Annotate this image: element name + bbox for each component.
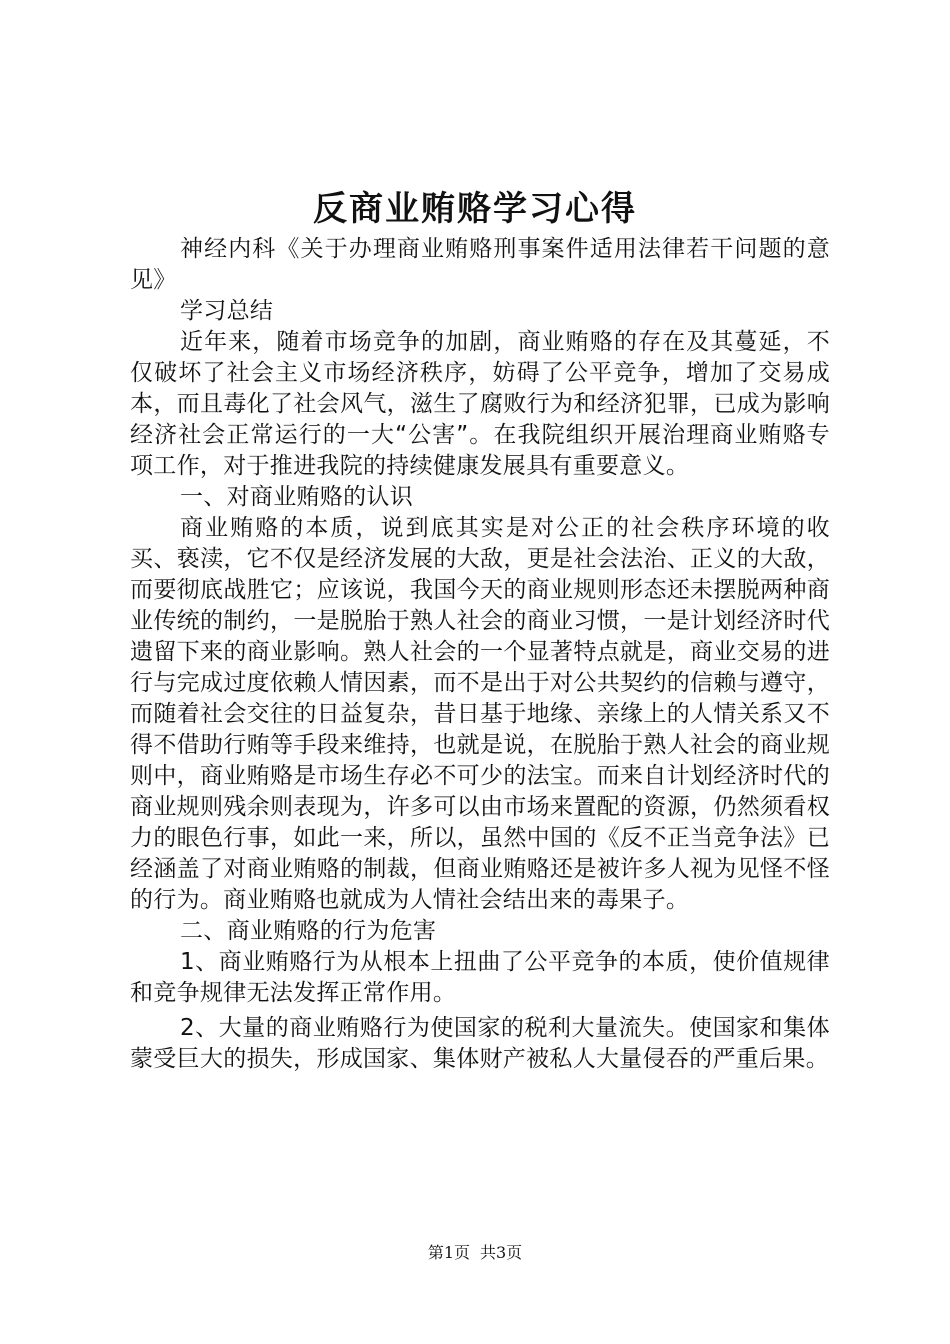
paragraph-subtitle: 神经内科《关于办理商业贿赂刑事案件适用法律若干问题的意见》 (130, 236, 830, 293)
section-heading-2: 二、商业贿赂的行为危害 (180, 918, 437, 944)
paragraph-intro: 近年来，随着市场竞争的加剧，商业贿赂的存在及其蔓延，不仅破坏了社会主义市场经济秩序，妨碍了公平竞争，增加了交易成本，而且毒化了社会风气，滋生了腐败行为和经济犯罪，已成为影响经济社会正常运行的一大“公害”。在我院组织开展治理商业贿赂专项工作，对于推进我院的持续健康发展具有重要意义。 (130, 329, 830, 479)
page-number-total: 共3页 (480, 1243, 523, 1262)
list-item-harm-1: 1、商业贿赂行为从根本上扭曲了公平竞争的本质，使价值规律和竞争规律无法发挥正常作用。 (130, 949, 830, 1006)
list-item-harm-2: 2、大量的商业贿赂行为使国家的税利大量流失。使国家和集体蒙受巨大的损失，形成国家、集体财产被私人大量侵吞的严重后果。 (130, 1015, 830, 1072)
section-heading-1: 一、对商业贿赂的认识 (180, 484, 413, 510)
page-footer (0, 1242, 950, 1264)
page-number-current: 第1页 (427, 1243, 470, 1262)
document-body (130, 234, 830, 1075)
paragraph-summary-label: 学习总结 (180, 298, 274, 324)
paragraph-understanding: 商业贿赂的本质，说到底其实是对公正的社会秩序环境的收买、亵渎，它不仅是经济发展的大敌，更是社会法治、正义的大敌，而要彻底战胜它；应该说，我国今天的商业规则形态还未摆脱两种商业传统的制约，一是脱胎于熟人社会的商业习惯，一是计划经济时代遗留下来的商业影响。熟人社会的一个显著特点就是，商业交易的进行与完成过度依赖人情因素，而不是出于对公共契约的信赖与遵守，而随着社会交往的日益复杂，昔日基于地缘、亲缘上的人情关系又不得不借助行贿等手段来维持，也就是说，在脱胎于熟人社会的商业规则中，商业贿赂是市场生存必不可少的法宝。而来自计划经济时代的商业规则残余则表现为，许多可以由市场来置配的资源，仍然须看权力的眼色行事，如此一来，所以，虽然中国的《反不正当竞争法》已经涵盖了对商业贿赂的制裁，但商业贿赂还是被许多人视为见怪不怪的行为。商业贿赂也就成为人情社会结出来的毒果子。 (130, 515, 830, 913)
document-title: 反商业贿赂学习心得 (313, 189, 637, 229)
